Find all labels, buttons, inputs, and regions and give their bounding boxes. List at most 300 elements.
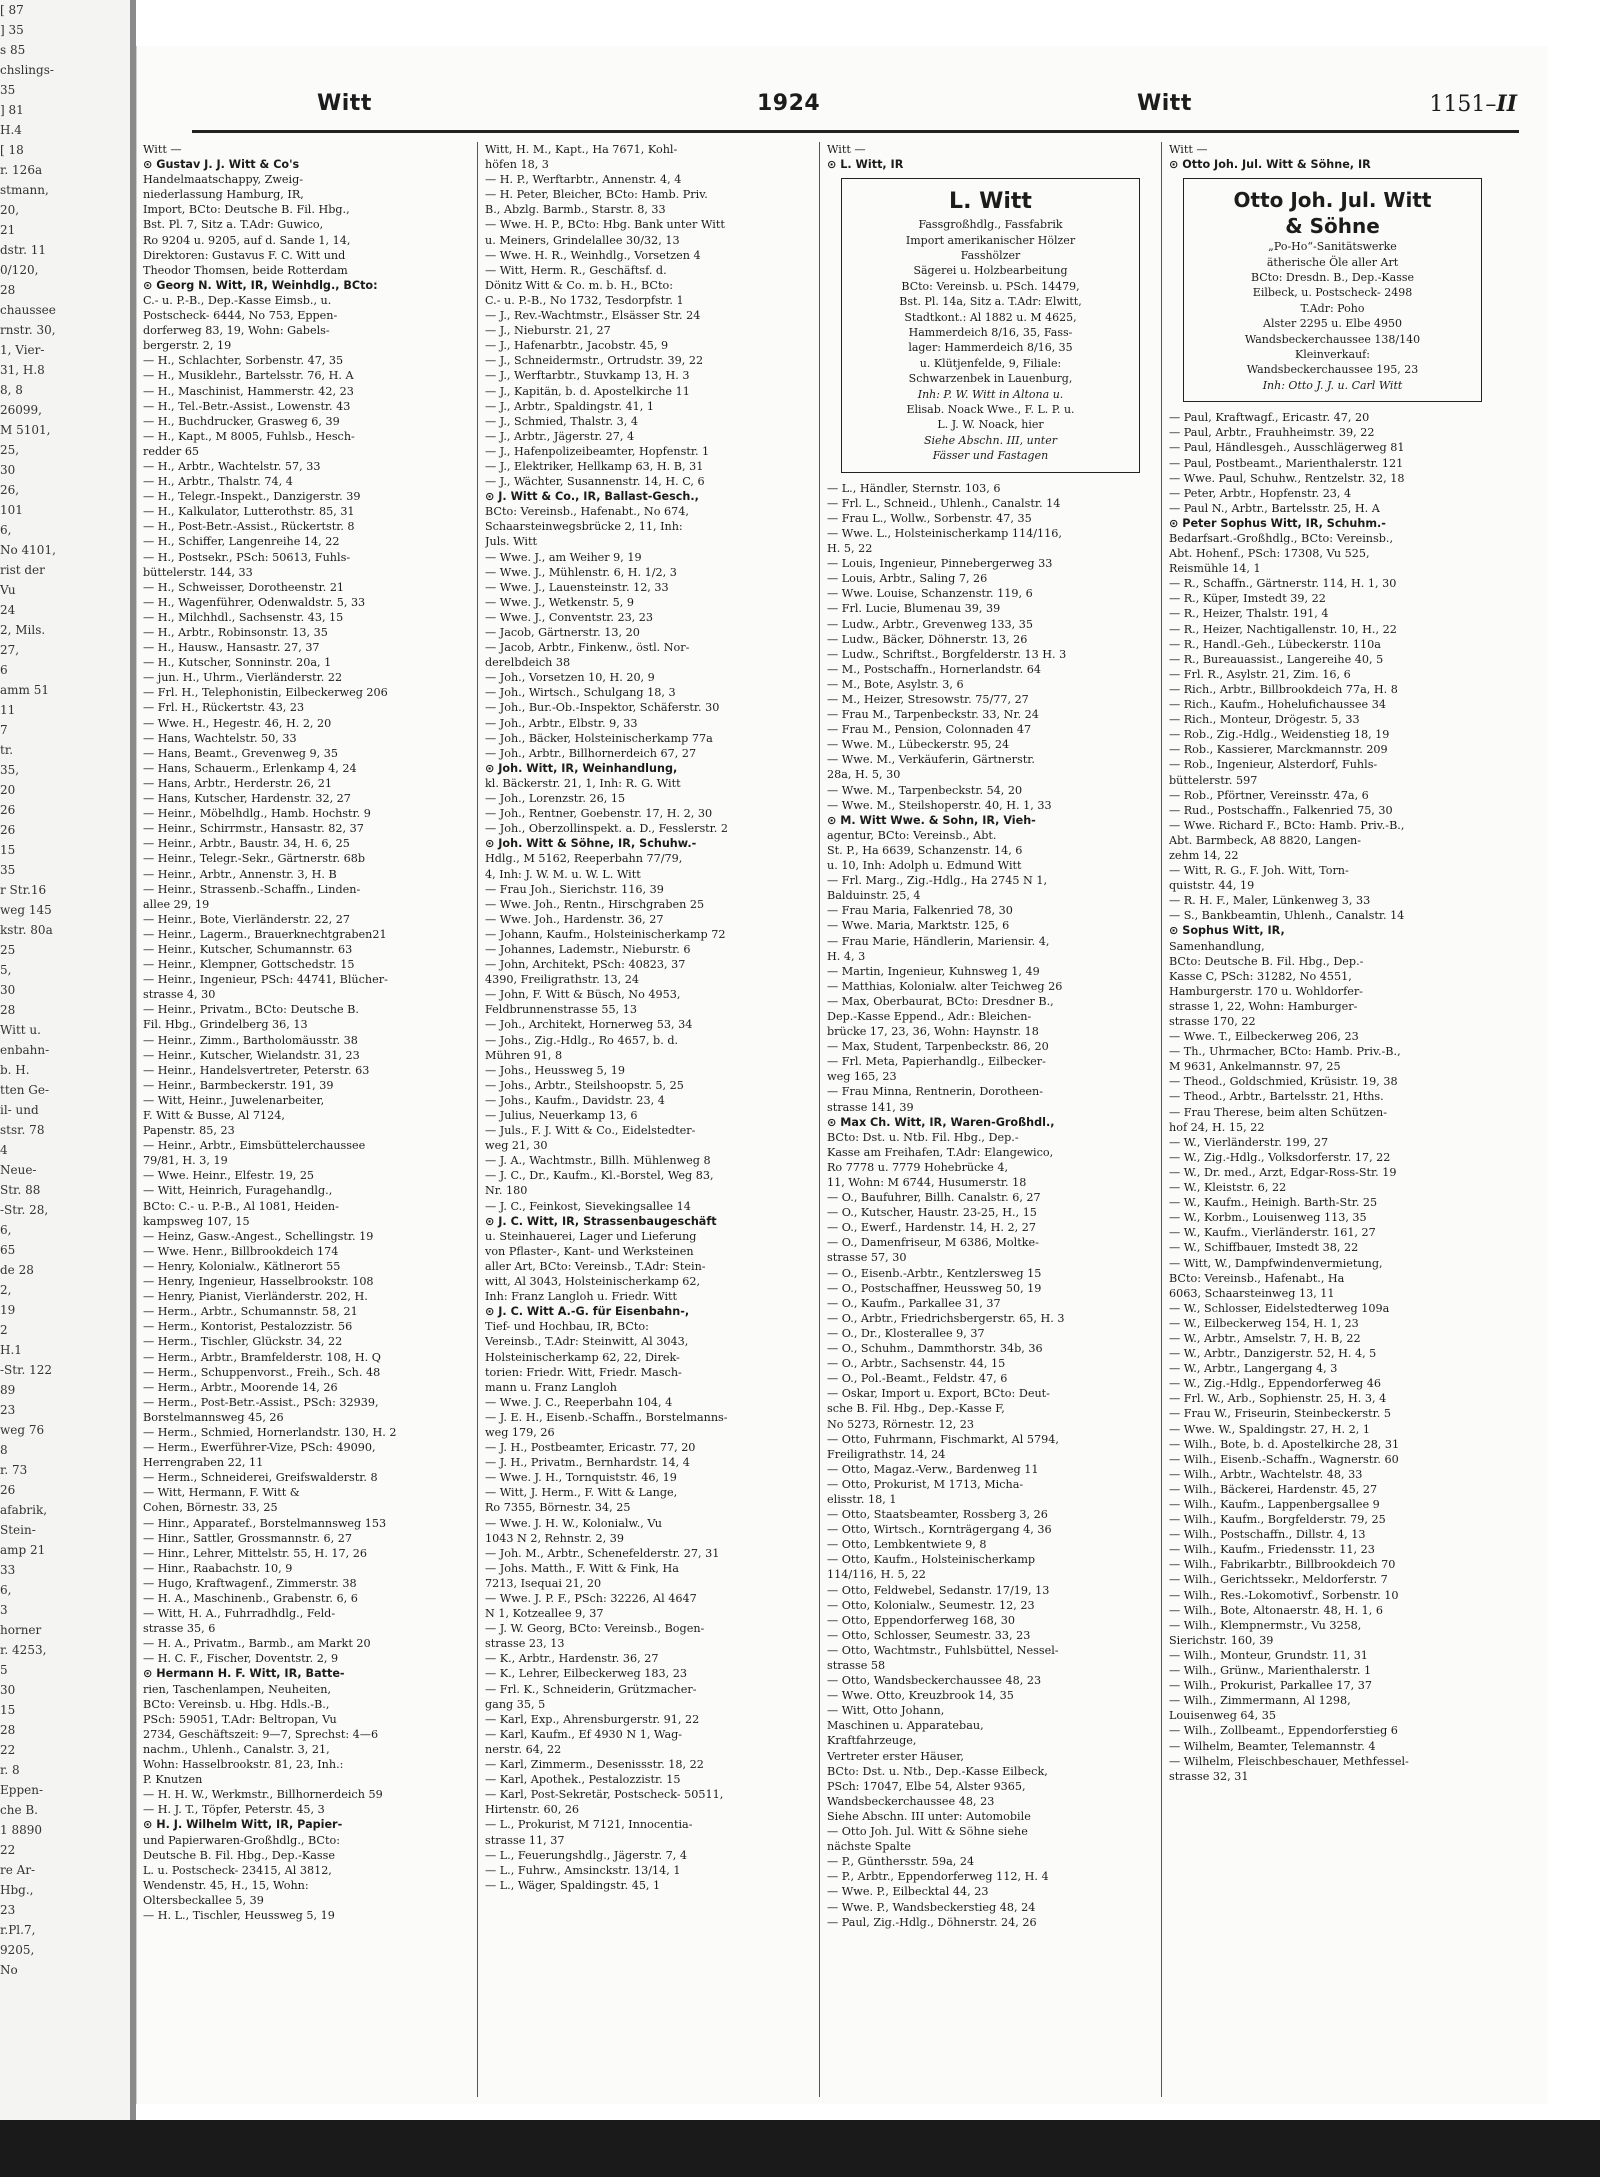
directory-entry-line: — Wwe. P., Wandsbeckerstieg 48, 24 xyxy=(827,1900,1036,1914)
facing-page-fragment: 21 xyxy=(0,223,16,237)
facing-page-fragment: Neue- xyxy=(0,1163,37,1177)
directory-entry-line: — Rich., Kaufm., Hohelufichaussee 34 xyxy=(1169,698,1386,712)
directory-entry-line: Holsteinischerkamp 62, 22, Direk- xyxy=(485,1350,680,1364)
facing-page-fragment: re Ar- xyxy=(0,1863,36,1877)
directory-entry-line: — Joh., Lorenzstr. 26, 15 xyxy=(485,792,626,806)
directory-entry-line: — O., Damenfriseur, M 6386, Moltke- xyxy=(827,1236,1039,1250)
directory-entry-line: — Herm., Ewerführer-Vize, PSch: 49090, xyxy=(143,1441,376,1455)
directory-entry-line: — Frl. Lucie, Blumenau 39, 39 xyxy=(827,602,1001,616)
directory-entry-line: weg 21, 30 xyxy=(485,1139,548,1153)
facing-page-fragment: de 28 xyxy=(0,1263,34,1277)
advertisement-line: Import amerikanischer Hölzer xyxy=(905,233,1076,247)
directory-entry-line: — Frl. R., Asylstr. 21, Zim. 16, 6 xyxy=(1169,667,1351,681)
facing-page-fragment: r. 8 xyxy=(0,1763,20,1777)
advertisement-line: BCto: Dresdn. B., Dep.-Kasse xyxy=(1250,271,1415,284)
directory-entry-line: — Witt, Heinrich, Furagehandlg., xyxy=(143,1184,333,1198)
directory-entry-line: — Hans, Wachtelstr. 50, 33 xyxy=(143,731,297,745)
directory-entry-line: — W., Eilbeckerweg 154, H. 1, 23 xyxy=(1169,1316,1359,1330)
facing-page-fragment: 35, xyxy=(0,763,20,777)
directory-entry-line: — H., Buchdrucker, Grasweg 6, 39 xyxy=(143,414,340,428)
directory-entry-line: — Theod., Goldschmied, Krüsistr. 19, 38 xyxy=(1169,1075,1398,1089)
facing-page-fragment: [ 18 xyxy=(0,143,24,157)
directory-entry-line: — R., Heizer, Thalstr. 191, 4 xyxy=(1169,607,1329,621)
directory-entry-line: büttelerstr. 597 xyxy=(1169,773,1258,787)
directory-entry-line: mann u. Franz Langloh xyxy=(485,1380,617,1394)
directory-entry-line: aller Art, BCto: Vereinsb., T.Adr: Stein- xyxy=(485,1259,706,1273)
directory-entry-line: torien: Friedr. Witt, Friedr. Masch- xyxy=(485,1365,682,1379)
directory-entry-line: — Paul N., Arbtr., Bartelsstr. 25, H. A xyxy=(1169,501,1380,515)
directory-entry-line: BCto: Dst. u. Ntb. Fil. Hbg., Dep.- xyxy=(827,1130,1019,1144)
directory-entry-line: — M., Postschaffn., Hornerlandstr. 64 xyxy=(827,662,1041,676)
directory-entry-line: — Wilh., Fabrikarbtr., Billbrookdeich 70 xyxy=(1169,1558,1396,1572)
directory-entry-line: — W., Kleiststr. 6, 22 xyxy=(1169,1181,1287,1195)
directory-entry-line: — Paul, Postbeamt., Marienthalerstr. 121 xyxy=(1169,456,1404,470)
directory-entry-line: Postscheck- 6444, No 753, Eppen- xyxy=(143,309,338,323)
directory-entry-line: — Johann, Kaufm., Holsteinischerkamp 72 xyxy=(485,927,726,941)
directory-entry-line: — Matthias, Kolonialw. alter Teichweg 26 xyxy=(827,979,1063,993)
advertisement-line: Sägerei u. Holzbearbeitung xyxy=(913,264,1068,278)
directory-entry-line: Herrengraben 22, 11 xyxy=(143,1456,264,1470)
advertisement-line: T.Adr: Poho xyxy=(1300,301,1365,315)
facing-page-fragment: enbahn- xyxy=(0,1043,50,1057)
directory-entry-line: — J., Rev.-Wachtmstr., Elsässer Str. 24 xyxy=(485,309,701,323)
directory-entry-line: Ro 7355, Börnestr. 34, 25 xyxy=(485,1501,631,1515)
directory-entry-line: — Otto, Lembkentwiete 9, 8 xyxy=(827,1538,987,1552)
directory-entry-line: — Witt, W., Dampfwindenvermietung, xyxy=(1169,1256,1383,1270)
directory-entry-line: — R., Heizer, Nachtigallenstr. 10, H., 22 xyxy=(1169,622,1397,636)
directory-entry-line: — Wilh., Zollbeamt., Eppendorferstieg 6 xyxy=(1169,1724,1398,1738)
directory-entry-line: — W., Schlosser, Eidelstedterweg 109a xyxy=(1169,1301,1390,1315)
directory-entry-line: — Henry, Kolonialw., Kätlnerort 55 xyxy=(143,1259,341,1273)
facing-page-fragment: 101 xyxy=(0,503,23,517)
directory-entry-line: — Wilh., Grünw., Marienthalerstr. 1 xyxy=(1169,1664,1372,1678)
directory-entry-line: — Frl. K., Schneiderin, Grützmacher- xyxy=(485,1682,697,1696)
directory-entry-line: — H. P., Werftarbtr., Annenstr. 4, 4 xyxy=(485,173,682,187)
firm-entry-heading: ⊙ Peter Sophus Witt, IR, Schuhm.- xyxy=(1169,516,1386,530)
directory-entry-line: strasse 1, 22, Wohn: Hamburger- xyxy=(1169,999,1358,1013)
facing-page-fragment: afabrik, xyxy=(0,1503,48,1517)
directory-entry-line: — Joh., Wirtsch., Schulgang 18, 3 xyxy=(485,686,676,700)
advertisement-line: Hammerdeich 8/16, 35, Fass- xyxy=(908,326,1073,340)
facing-page-fragment: -Str. 28, xyxy=(0,1203,49,1217)
directory-entry-line: Witt — xyxy=(1169,143,1208,156)
directory-entry-line: niederlassung Hamburg, IR, xyxy=(143,188,304,202)
directory-entry-line: — Witt, J. Herm., F. Witt & Lange, xyxy=(485,1486,678,1500)
directory-entry-line: H. 5, 22 xyxy=(827,542,873,556)
directory-entry-line: — H., Telegr.-Inspekt., Danzigerstr. 39 xyxy=(143,490,361,504)
scan-background xyxy=(0,2120,1600,2177)
directory-entry-line: — Frl. Marg., Zig.-Hdlg., Ha 2745 N 1, xyxy=(827,874,1048,888)
directory-entry-line: — Heinr., Strassenb.-Schaffn., Linden- xyxy=(143,882,361,896)
advertisement-box xyxy=(1183,178,1482,402)
advertisement-line: ätherische Öle aller Art xyxy=(1266,255,1399,269)
directory-entry-line: sche B. Fil. Hbg., Dep.-Kasse F, xyxy=(827,1402,1005,1416)
directory-entry-line: — Wwe. J. C., Reeperbahn 104, 4 xyxy=(485,1395,673,1409)
firm-entry-heading: ⊙ Georg N. Witt, IR, Weinhdlg., BCto: xyxy=(143,278,378,292)
directory-entry-line: — Hinr., Raabachstr. 10, 9 xyxy=(143,1561,293,1575)
directory-entry-line: — Wwe. J., Conventstr. 23, 23 xyxy=(485,610,654,624)
directory-entry-line: — R., Bureauassist., Langereihe 40, 5 xyxy=(1169,652,1384,666)
facing-page-fragment: 25 xyxy=(0,943,16,957)
directory-entry-line: nerstr. 64, 22 xyxy=(485,1742,562,1756)
facing-page-fragment: Witt u. xyxy=(0,1023,41,1037)
firm-entry-heading: ⊙ Otto Joh. Jul. Witt & Söhne, IR xyxy=(1169,158,1371,172)
directory-entry-line: — Heinr., Arbtr., Annenstr. 3, H. B xyxy=(143,867,337,881)
directory-entry-line: — W., Arbtr., Amselstr. 7, H. B, 22 xyxy=(1169,1331,1361,1345)
directory-entry-line: — Herm., Kontorist, Pestalozzistr. 56 xyxy=(143,1320,353,1334)
directory-entry-line: — O., Arbtr., Friedrichsbergerstr. 65, H. 3 xyxy=(827,1311,1065,1325)
directory-entry-line: — Heinr., Arbtr., Eimsbüttelerchaussee xyxy=(143,1139,366,1153)
directory-entry-line: — Rob., Zig.-Hdlg., Weidenstieg 18, 19 xyxy=(1169,728,1390,742)
facing-page-fragment: 89 xyxy=(0,1383,16,1397)
advertisement-title-line2: & Söhne xyxy=(1285,214,1380,239)
directory-entry-line: Witt, H. M., Kapt., Ha 7671, Kohl- xyxy=(485,143,678,156)
directory-entry-line: Mühren 91, 8 xyxy=(485,1048,563,1062)
directory-page xyxy=(136,46,1547,2104)
facing-page-fragment: 30 xyxy=(0,983,16,997)
directory-entry-line: — Wilh., Bote, b. d. Apostelkirche 28, 31 xyxy=(1169,1437,1400,1451)
directory-entry-line: Cohen, Börnestr. 33, 25 xyxy=(143,1501,278,1515)
directory-entry-line: — Otto, Staatsbeamter, Rossberg 3, 26 xyxy=(827,1508,1048,1522)
facing-page-fragment: [ 87 xyxy=(0,3,24,17)
directory-entry-line: — Joh., Rentner, Goebenstr. 17, H. 2, 30 xyxy=(485,807,713,821)
facing-page-fragment: r. 73 xyxy=(0,1463,28,1477)
directory-entry-line: — H., Schweisser, Dorotheenstr. 21 xyxy=(143,580,345,594)
directory-entry-line: Siehe Abschn. III unter: Automobile xyxy=(827,1809,1031,1823)
directory-entry-line: — Johs., Heussweg 5, 19 xyxy=(485,1063,626,1077)
header-rule xyxy=(192,130,1519,133)
directory-entry-line: — L., Wäger, Spaldingstr. 45, 1 xyxy=(485,1878,661,1892)
directory-entry-line: — Wwe. J. H., Tornquiststr. 46, 19 xyxy=(485,1471,677,1485)
facing-page-fragment: s 85 xyxy=(0,43,26,57)
directory-entry-line: — Juls., F. J. Witt & Co., Eidelstedter- xyxy=(485,1124,696,1138)
directory-entry-line: — P., Arbtr., Eppendorferweg 112, H. 4 xyxy=(827,1870,1049,1884)
advertisement-line: Alster 2295 u. Elbe 4950 xyxy=(1263,317,1402,331)
directory-entry-line: allee 29, 19 xyxy=(143,897,210,911)
directory-entry-line: — Heinz, Gasw.-Angest., Schellingstr. 19 xyxy=(143,1229,374,1243)
directory-entry-line: — Wwe. Paul, Schuhw., Rentzelstr. 32, 18 xyxy=(1169,471,1405,485)
directory-entry-line: — H., Musiklehr., Bartelsstr. 76, H. A xyxy=(143,369,354,383)
directory-entry-line: B., Abzlg. Barmb., Starstr. 8, 33 xyxy=(485,203,666,217)
directory-entry-line: PSch: 59051, T.Adr: Beltropan, Vu xyxy=(143,1712,337,1726)
directory-entry-line: — Rich., Arbtr., Billbrookdeich 77a, H. 8 xyxy=(1169,682,1398,696)
directory-entry-line: Juls. Witt xyxy=(485,535,537,549)
directory-entry-line: — Wwe. Henr., Billbrookdeich 174 xyxy=(143,1244,339,1258)
column-1 xyxy=(143,142,470,2097)
directory-entry-line: — Julius, Neuerkamp 13, 6 xyxy=(485,1109,638,1122)
facing-page-fragment: 9205, xyxy=(0,1943,35,1957)
directory-entry-line: 11, Wohn: M 6744, Husumerstr. 18 xyxy=(827,1176,1027,1189)
directory-entry-line: — Karl, Zimmerm., Desenissstr. 18, 22 xyxy=(485,1758,704,1772)
facing-page-fragment: 6 xyxy=(0,663,8,677)
directory-entry-line: — Wwe. J. P. F., PSch: 32226, Al 4647 xyxy=(485,1592,697,1605)
directory-entry-line: — O., Postschaffner, Heussweg 50, 19 xyxy=(827,1281,1042,1295)
directory-entry-line: C.- u. P.-B., Dep.-Kasse Eimsb., u. xyxy=(143,293,332,307)
directory-entry-line: — J., Hafenpolizeibeamter, Hopfenstr. 1 xyxy=(485,444,710,458)
facing-page-fragment: ] 35 xyxy=(0,23,24,37)
directory-entry-line: — H., Hausw., Hansastr. 27, 37 xyxy=(143,641,320,655)
directory-entry-line: — Wilh., Klempnermstr., Vu 3258, xyxy=(1169,1618,1362,1632)
directory-entry-line: 1043 N 2, Rehnstr. 2, 39 xyxy=(485,1531,624,1545)
facing-page-fragment: Str. 88 xyxy=(0,1183,41,1197)
directory-entry-line: — Johs., Kaufm., Davidstr. 23, 4 xyxy=(485,1093,665,1107)
facing-page-fragment: dstr. 11 xyxy=(0,243,46,257)
column-divider xyxy=(477,142,478,2097)
facing-page-fragment: Stein- xyxy=(0,1523,36,1537)
directory-entry-line: — Rob., Pförtner, Vereinsstr. 47a, 6 xyxy=(1169,788,1369,802)
directory-entry-line: — Wilhelm, Fleischbeschauer, Methfessel- xyxy=(1169,1754,1409,1768)
directory-entry-line: — Wilh., Kaufm., Lappenbergsallee 9 xyxy=(1169,1498,1380,1511)
directory-entry-line: — W., Dr. med., Arzt, Edgar-Ross-Str. 19 xyxy=(1169,1165,1397,1179)
directory-entry-line: Schaarsteinwegsbrücke 2, 11, Inh: xyxy=(485,520,683,534)
directory-entry-line: — K., Lehrer, Eilbeckerweg 183, 23 xyxy=(485,1667,687,1681)
directory-entry-line: — O., Ewerf., Hardenstr. 14, H. 2, 27 xyxy=(827,1221,1036,1235)
directory-entry-line: — H., Maschinist, Hammerstr. 42, 23 xyxy=(143,384,354,398)
firm-entry-heading: ⊙ Hermann H. F. Witt, IR, Batte- xyxy=(143,1667,345,1681)
directory-entry-line: 79/81, H. 3, 19 xyxy=(143,1154,228,1168)
facing-page-fragment: 19 xyxy=(0,1303,16,1317)
firm-entry-heading: ⊙ Joh. Witt, IR, Weinhandlung, xyxy=(485,761,678,775)
directory-entry-line: — John, F. Witt & Büsch, No 4953, xyxy=(485,988,681,1002)
directory-entry-line: — Theod., Arbtr., Bartelsstr. 21, Hths. xyxy=(1169,1090,1384,1104)
directory-entry-line: — Frau M., Tarpenbeckstr. 33, Nr. 24 xyxy=(827,708,1039,722)
directory-entry-line: — Wwe. W., Spaldingstr. 27, H. 2, 1 xyxy=(1169,1422,1370,1436)
advertisement-line: Stadtkont.: Al 1882 u. M 4625, xyxy=(904,310,1077,324)
directory-entry-line: — Joh., Arbtr., Elbstr. 9, 33 xyxy=(485,716,638,730)
directory-entry-line: — Jacob, Arbtr., Finkenw., östl. Nor- xyxy=(485,641,690,655)
directory-entry-line: — Martin, Ingenieur, Kuhnsweg 1, 49 xyxy=(827,964,1040,978)
directory-entry-line: — Wwe. J., am Weiher 9, 19 xyxy=(485,550,642,564)
directory-entry-line: Kraftfahrzeuge, xyxy=(827,1734,917,1748)
facing-page-fragment: 20, xyxy=(0,203,20,217)
facing-page-fragment: 26, xyxy=(0,483,20,497)
directory-entry-line: Direktoren: Gustavus F. C. Witt und xyxy=(143,248,346,262)
firm-entry-heading: ⊙ M. Witt Wwe. & Sohn, IR, Vieh- xyxy=(827,813,1036,827)
directory-entry-line: — Joh., Oberzollinspekt. a. D., Fesslerstr. 2 xyxy=(485,822,729,836)
directory-entry-line: — W., Zig.-Hdlg., Volksdorferstr. 17, 22 xyxy=(1169,1150,1391,1164)
directory-entry-line: — Wilh., Postschaffn., Dillstr. 4, 13 xyxy=(1169,1528,1366,1542)
directory-entry-line: — H. L., Tischler, Heussweg 5, 19 xyxy=(143,1908,335,1922)
directory-entry-line: — Hans, Kutscher, Hardenstr. 32, 27 xyxy=(143,792,351,806)
directory-entry-line: — W., Korbm., Louisenweg 113, 35 xyxy=(1169,1211,1367,1225)
directory-entry-line: — H. Peter, Bleicher, BCto: Hamb. Priv. xyxy=(485,188,708,202)
directory-entry-line: brücke 17, 23, 36, Wohn: Haynstr. 18 xyxy=(827,1025,1039,1039)
facing-page-fragment: 3 xyxy=(0,1603,8,1617)
directory-entry-line: BCto: Deutsche B. Fil. Hbg., Dep.- xyxy=(1169,954,1364,968)
directory-entry-line: bergerstr. 2, 19 xyxy=(143,339,232,353)
directory-entry-line: — Otto, Feldwebel, Sedanstr. 17/19, 13 xyxy=(827,1583,1050,1597)
advertisement-line: Inh: Otto J. J. u. Carl Witt xyxy=(1262,378,1403,392)
directory-entry-line: — Hans, Beamt., Grevenweg 9, 35 xyxy=(143,746,338,760)
directory-entry-line: — L., Händler, Sternstr. 103, 6 xyxy=(827,481,1001,495)
directory-entry-line: — H., Arbtr., Wachtelstr. 57, 33 xyxy=(143,459,321,473)
directory-entry-line: — Otto, Eppendorferweg 168, 30 xyxy=(827,1613,1016,1627)
facing-page-fragment: 22 xyxy=(0,1743,16,1757)
directory-entry-line: büttelerstr. 144, 33 xyxy=(143,565,253,579)
directory-entry-line: — Wwe. Otto, Kreuzbrook 14, 35 xyxy=(827,1689,1014,1703)
page-header xyxy=(197,91,1517,131)
directory-entry-line: Inh: Franz Langloh u. Friedr. Witt xyxy=(485,1290,678,1304)
directory-entry-line: No 5273, Rörnestr. 12, 23 xyxy=(827,1417,975,1431)
directory-entry-line: — Herm., Arbtr., Schumannstr. 58, 21 xyxy=(143,1305,358,1319)
directory-entry-line: — Frl. H., Telephonistin, Eilbeckerweg 206 xyxy=(143,686,388,700)
directory-entry-line: — Herm., Schmied, Hornerlandstr. 130, H. 2 xyxy=(143,1425,397,1439)
directory-entry-line: — Paul, Zig.-Hdlg., Döhnerstr. 24, 26 xyxy=(827,1915,1037,1929)
directory-entry-line: 6063, Schaarsteinweg 13, 11 xyxy=(1169,1286,1335,1300)
facing-page-fragment: 23 xyxy=(0,1403,16,1417)
directory-entry-line: — Karl, Exp., Ahrensburgerstr. 91, 22 xyxy=(485,1712,700,1726)
directory-entry-line: — M., Bote, Asylstr. 3, 6 xyxy=(827,677,964,691)
directory-entry-line: — Heinr., Schirrmstr., Hansastr. 82, 37 xyxy=(143,822,364,836)
facing-page-fragment: 7 xyxy=(0,723,8,737)
directory-entry-line: — Witt, Herm. R., Geschäftsf. d. xyxy=(485,263,667,277)
directory-entry-line: — H., Kapt., M 8005, Fuhlsb., Hesch- xyxy=(143,429,355,443)
directory-entry-line: kampsweg 107, 15 xyxy=(143,1214,250,1228)
directory-entry-line: — Wilh., Prokurist, Parkallee 17, 37 xyxy=(1169,1679,1372,1693)
directory-entry-line: Bedarfsart.-Großhdlg., BCto: Vereinsb., xyxy=(1169,532,1394,545)
directory-entry-line: Ro 7778 u. 7779 Hohebrücke 4, xyxy=(827,1160,1009,1174)
facing-page-fragment: 26099, xyxy=(0,403,42,417)
advertisement-title: L. Witt xyxy=(949,189,1032,215)
directory-entry-line: BCto: Vereinsb., Hafenabt., Ha xyxy=(1169,1271,1345,1285)
directory-entry-line: — J. C., Dr., Kaufm., Kl.-Borstel, Weg 83, xyxy=(485,1169,714,1183)
directory-entry-line: — J., Hafenarbtr., Jacobstr. 45, 9 xyxy=(485,339,669,353)
directory-entry-line: 2734, Geschäftszeit: 9—7, Sprechst: 4—6 xyxy=(143,1727,379,1741)
directory-entry-line: — Paul, Kraftwagf., Ericastr. 47, 20 xyxy=(1169,411,1370,425)
directory-entry-line: — R. H. F., Maler, Lünkenweg 3, 33 xyxy=(1169,894,1371,908)
directory-entry-line: Tief- und Hochbau, IR, BCto: xyxy=(485,1320,649,1334)
directory-entry-line: strasse 32, 31 xyxy=(1169,1769,1249,1783)
directory-entry-line: — Wwe. M., Verkäuferin, Gärtnerstr. xyxy=(827,753,1035,767)
directory-entry-line: — Otto Joh. Jul. Witt & Söhne siehe xyxy=(827,1825,1028,1839)
facing-page-fragment: 2, xyxy=(0,1283,12,1297)
directory-entry-line: — Hinr., Sattler, Grossmannstr. 6, 27 xyxy=(143,1531,352,1545)
directory-entry-line: Nr. 180 xyxy=(485,1184,528,1198)
directory-entry-line: — W., Kaufm., Heinigh. Barth-Str. 25 xyxy=(1169,1196,1378,1210)
advertisement-line: Eilbeck, u. Postscheck- 2498 xyxy=(1252,286,1413,300)
facing-page-fragment: 0/120, xyxy=(0,263,39,277)
advertisement-line: Fässer und Fastagen xyxy=(932,449,1049,463)
facing-page-fragment: 22 xyxy=(0,1843,16,1857)
facing-page-fragment: chslings- xyxy=(0,63,54,77)
directory-entry-line: Bst. Pl. 7, Sitz a. T.Adr: Guwico, xyxy=(143,218,324,232)
directory-entry-line: — Frau Maria, Falkenried 78, 30 xyxy=(827,904,1013,918)
directory-entry-line: — Wwe. Maria, Marktstr. 125, 6 xyxy=(827,919,1010,933)
directory-entry-line: Deutsche B. Fil. Hbg., Dep.-Kasse xyxy=(143,1848,336,1862)
firm-entry-heading: ⊙ Joh. Witt & Söhne, IR, Schuhw.- xyxy=(485,837,697,851)
directory-entry-line: — Hugo, Kraftwagenf., Zimmerstr. 38 xyxy=(143,1576,357,1590)
directory-entry-line: — Heinr., Kutscher, Schumannstr. 63 xyxy=(143,942,353,956)
directory-entry-line: — Frau Joh., Sierichstr. 116, 39 xyxy=(485,882,664,896)
directory-entry-line: — Wilh., Arbtr., Wachtelstr. 48, 33 xyxy=(1169,1467,1363,1481)
directory-entry-line: strasse 23, 13 xyxy=(485,1637,565,1651)
directory-entry-line: und Papierwaren-Großhdlg., BCto: xyxy=(143,1833,340,1847)
directory-entry-line: C.- u. P.-B., No 1732, Tesdorpfstr. 1 xyxy=(485,293,684,307)
directory-entry-line: — Johs., Zig.-Hdlg., Ro 4657, b. d. xyxy=(485,1033,679,1047)
directory-entry-line: — Heinr., Telegr.-Sekr., Gärtnerstr. 68b xyxy=(143,852,366,866)
header-left-keyword: Witt xyxy=(317,91,372,116)
directory-entry-line: — O., Kutscher, Haustr. 23-25, H., 15 xyxy=(827,1206,1037,1220)
facing-page-fragment: M 5101, xyxy=(0,423,51,437)
directory-entry-line: nächste Spalte xyxy=(827,1840,911,1854)
directory-entry-line: gang 35, 5 xyxy=(485,1697,546,1711)
directory-entry-line: Hamburgerstr. 170 u. Wohldorfer- xyxy=(1169,984,1363,998)
directory-entry-line: derelbdeich 38 xyxy=(485,656,571,670)
directory-entry-line: — H., Arbtr., Thalstr. 74, 4 xyxy=(143,475,293,489)
directory-entry-line: — Paul, Händlesgeh., Ausschlägerweg 81 xyxy=(1169,441,1405,455)
directory-entry-line: dorferweg 83, 19, Wohn: Gabels- xyxy=(143,324,330,338)
facing-page-fragment: 6, xyxy=(0,1223,12,1237)
directory-entry-line: — L., Feuerungshdlg., Jägerstr. 7, 4 xyxy=(485,1848,687,1862)
directory-entry-line: 28a, H. 5, 30 xyxy=(827,768,901,782)
facing-page-fragment: 15 xyxy=(0,843,16,857)
advertisement-line: Wandsbeckerchaussee 138/140 xyxy=(1244,332,1421,346)
directory-entry-line: — O., Arbtr., Sachsenstr. 44, 15 xyxy=(827,1357,1006,1371)
directory-entry-line: 114/116, H. 5, 22 xyxy=(827,1568,926,1582)
directory-entry-line: — Max, Student, Tarpenbeckstr. 86, 20 xyxy=(827,1040,1049,1054)
directory-entry-line: — Wwe. M., Tarpenbeckstr. 54, 20 xyxy=(827,783,1023,797)
directory-entry-line: quiststr. 44, 19 xyxy=(1169,879,1255,893)
directory-entry-line: 4390, Freiligrathstr. 13, 24 xyxy=(485,973,639,987)
facing-page-fragment: che B. xyxy=(0,1803,38,1817)
directory-entry-line: — Herm., Schneiderei, Greifswalderstr. 8 xyxy=(143,1471,378,1485)
directory-entry-line: elisstr. 18, 1 xyxy=(827,1492,897,1506)
facing-page-fragment: weg 76 xyxy=(0,1423,45,1437)
directory-entry-line: — Rich., Monteur, Drögestr. 5, 33 xyxy=(1169,713,1360,727)
firm-entry-heading: ⊙ L. Witt, IR xyxy=(827,158,904,172)
directory-entry-line: nachm., Uhlenh., Canalstr. 3, 21, xyxy=(143,1742,330,1756)
directory-entry-line: — Frau L., Wollw., Sorbenstr. 47, 35 xyxy=(827,511,1032,525)
facing-page-fragment: No 4101, xyxy=(0,543,56,557)
directory-entry-line: — Witt, Hermann, F. Witt & xyxy=(143,1486,300,1500)
directory-entry-line: — R., Handl.-Geh., Lübeckerstr. 110a xyxy=(1169,637,1381,651)
directory-entry-line: St. P., Ha 6639, Schanzenstr. 14, 6 xyxy=(827,843,1023,857)
directory-entry-line: — O., Pol.-Beamt., Feldstr. 47, 6 xyxy=(827,1372,1008,1386)
directory-entry-line: — Wwe. H. R., Weinhdlg., Vorsetzen 4 xyxy=(485,248,701,262)
header-right-keyword: Witt xyxy=(1137,91,1192,116)
directory-entry-line: — O., Kaufm., Parkallee 31, 37 xyxy=(827,1296,1001,1310)
facing-page-fragment: 35 xyxy=(0,83,16,97)
column-divider xyxy=(1161,142,1162,2097)
directory-entry-line: — Rob., Ingenieur, Alsterdorf, Fuhls- xyxy=(1169,758,1378,772)
directory-entry-line: — Herm., Post-Betr.-Assist., PSch: 32939, xyxy=(143,1395,379,1409)
directory-entry-line: — J., Wächter, Susannenstr. 14, H. C, 6 xyxy=(485,475,705,489)
directory-entry-line: Sierichstr. 160, 39 xyxy=(1169,1633,1274,1647)
directory-entry-line: — Wwe. Heinr., Elfestr. 19, 25 xyxy=(143,1169,315,1183)
directory-entry-line: — Heinr., Lagerm., Brauerknechtgraben21 xyxy=(143,927,387,941)
directory-entry-line: — Herm., Arbtr., Bramfelderstr. 108, H. Q xyxy=(143,1350,381,1364)
directory-entry-line: strasse 58 xyxy=(827,1659,886,1672)
facing-page-fragment: Vu xyxy=(0,583,16,597)
directory-entry-line: — H., Tel.-Betr.-Assist., Lowenstr. 43 xyxy=(143,399,351,413)
firm-entry-heading: ⊙ J. C. Witt, IR, Strassenbaugeschäft xyxy=(485,1214,717,1228)
firm-entry-heading: ⊙ Sophus Witt, IR, xyxy=(1169,924,1285,938)
directory-entry-line: — Henry, Ingenieur, Hasselbrookstr. 108 xyxy=(143,1275,374,1289)
directory-entry-line: zehm 14, 22 xyxy=(1169,848,1239,862)
directory-entry-line: — Otto, Wirtsch., Kornträgergang 4, 36 xyxy=(827,1523,1052,1537)
facing-page-fragment: rist der xyxy=(0,563,45,577)
directory-entry-line: Ro 9204 u. 9205, auf d. Sande 1, 14, xyxy=(143,233,351,247)
directory-entry-line: — Johannes, Lademstr., Nieburstr. 6 xyxy=(485,942,691,956)
facing-page-fragment: 26 xyxy=(0,1483,16,1497)
directory-entry-line: — Wwe. H., Hegestr. 46, H. 2, 20 xyxy=(143,716,332,730)
directory-entry-line: — O., Eisenb.-Arbtr., Kentzlersweg 15 xyxy=(827,1266,1042,1280)
directory-entry-line: M 9631, Ankelmannstr. 97, 25 xyxy=(1169,1060,1341,1074)
advertisement-line: „Po-Ho“-Sanitätswerke xyxy=(1268,240,1397,254)
facing-page-fragment: 2 xyxy=(0,1323,8,1337)
directory-entry-line: — Johs., Arbtr., Steilshoopstr. 5, 25 xyxy=(485,1078,684,1092)
directory-entry-line: — O., Baufuhrer, Billh. Canalstr. 6, 27 xyxy=(827,1191,1041,1205)
